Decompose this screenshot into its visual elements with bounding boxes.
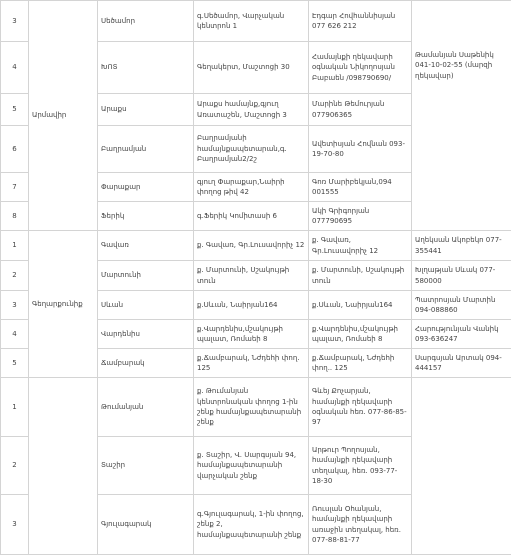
address-cell: Բաղրամյանի համայնքապետարան,գ. Բաղրամյան2/2շ	[194, 126, 309, 173]
community-name: Տաշիր	[98, 437, 194, 495]
responsible-cell: Աղեկսան Ակոբեկո 077-355441	[412, 231, 511, 261]
responsible-text: Թամանյան Սաթենիկ 041-10-02-55 (մարզի ղեկավար)	[415, 51, 494, 80]
address-cell: ք.Վարդենիս,մշակույթի պալատ, Ռոմաեի 8	[194, 320, 309, 349]
contact-cell: Գևեյ Քոչարյան, համայնքի ղեկավարի օգնական հեռ. 077-86-85-97	[309, 378, 412, 437]
row-number: 8	[1, 202, 29, 231]
address-cell: ք. Թումանյան կենտրոնական փողոց 1-ին շենք համայնքապետարանի շենք	[194, 378, 309, 437]
responsible-cell	[412, 1, 511, 231]
row-number: 7	[1, 173, 29, 202]
contact-cell: ք.Վարդենիս,մշակույթի պալատ, Ռոմաեի 8	[309, 320, 412, 349]
contact-cell: ք. Մարտունի, Սշակույթի տուն	[309, 261, 412, 291]
address-cell: գ.Սեծամոր, Վարչական կենտրոն 1	[194, 1, 309, 42]
contact-cell: Արթուր Պողոսյան, համայնքի ղեկավարի տեղակալ, հեռ. 093-77-18-30	[309, 437, 412, 495]
address-cell: ք. Գավառ, Գր.Լուսավորիչ 12	[194, 231, 309, 261]
row-number: 4	[1, 42, 29, 94]
contact-cell: Ռուսլան Օհանյան, համայնքի ղեկավարի առաջին տեղակալ, հեռ. 077-88-81-77	[309, 495, 412, 555]
address-cell: ք.Սևան, Նաիրյան164	[194, 291, 309, 320]
address-cell: գյուղ Փարաքար,Նաիրի փողոց թիվ 42	[194, 173, 309, 202]
contact-cell: Գոռ Մարիբեկյան,094 001555	[309, 173, 412, 202]
row-number: 3	[1, 495, 29, 555]
row-number: 1	[1, 378, 29, 437]
community-name: Թումանյան	[98, 378, 194, 437]
community-name: Ֆերիկ	[98, 202, 194, 231]
community-name: Ճամբարակ	[98, 349, 194, 378]
row-number: 5	[1, 94, 29, 126]
address-cell: գ.Ֆերիկ Կոմիտասի 6	[194, 202, 309, 231]
responsible-cell	[412, 378, 511, 555]
contact-cell: ք. Գավառ, Գր.Լուսավորիչ 12	[309, 231, 412, 261]
responsible-cell: Հարությունյան Վանիկ 093-636247	[412, 320, 511, 349]
responsible-cell: Խլղաթյան Սևակ 077-580000	[412, 261, 511, 291]
contact-cell: Համայնքի ղեկավարի օգնական Նիկողոսյան Բաբաեն /098790690/	[309, 42, 412, 94]
address-cell: Արաքս համայնք,գյուղ Առատաշեն, Մաշտոցի 3	[194, 94, 309, 126]
community-name: Վարդենիս	[98, 320, 194, 349]
community-name: Գյուլագարակ	[98, 495, 194, 555]
community-name: Արաքս	[98, 94, 194, 126]
region-cell: Արմավիր	[29, 1, 98, 231]
address-cell: գ.Գյուլագարակ, 1-ին փողոց, շենք 2, համայնքապետարանի շենք	[194, 495, 309, 555]
row-number: 2	[1, 261, 29, 291]
address-cell: ք. Տաշիր, Վ. Սարգսյան 94, համայնքապետարանի վարչական շենք	[194, 437, 309, 495]
row-number: 4	[1, 320, 29, 349]
community-name: Գավառ	[98, 231, 194, 261]
row-number: 3	[1, 291, 29, 320]
contact-cell: ք.Սևան, Նաիրյան164	[309, 291, 412, 320]
contact-cell: Էդգար Հովհաննիսյան 077 626 212	[309, 1, 412, 42]
community-name: Բաղրամյան	[98, 126, 194, 173]
responsible-cell: Պատրոսյան Մարտին 094-088860	[412, 291, 511, 320]
community-name: Սևան	[98, 291, 194, 320]
row-number: 2	[1, 437, 29, 495]
community-name: ԽՈՏ	[98, 42, 194, 94]
community-name: Սեծամոր	[98, 1, 194, 42]
contact-cell: Մարինե Թեմուրյան 077906365	[309, 94, 412, 126]
table-row	[1, 231, 511, 261]
contact-cell: Ակի Գրիգորյան 077790695	[309, 202, 412, 231]
address-cell: ք.Ճամբարակ, Նժդեհի փող. 125	[194, 349, 309, 378]
table-row	[1, 1, 511, 42]
address-cell: ք. Մարտունի, Սշակույթի տուն	[194, 261, 309, 291]
contact-cell: Ավետիսյան Հովնան 093-19-70-80	[309, 126, 412, 173]
region-cell	[29, 378, 98, 555]
row-number: 6	[1, 126, 29, 173]
row-number: 1	[1, 231, 29, 261]
row-number: 3	[1, 1, 29, 42]
region-cell: Գեղարքունիք	[29, 231, 98, 378]
address-cell: Գեղակերտ, Մաշտոցի 30	[194, 42, 309, 94]
contact-cell: ք.Ճամբարակ, Նժդեհի փող.. 125	[309, 349, 412, 378]
community-name: Փարաքար	[98, 173, 194, 202]
table-row	[1, 378, 511, 437]
responsible-cell: Սարգսյան Արտակ 094-444157	[412, 349, 511, 378]
row-number: 5	[1, 349, 29, 378]
community-name: Մարտունի	[98, 261, 194, 291]
